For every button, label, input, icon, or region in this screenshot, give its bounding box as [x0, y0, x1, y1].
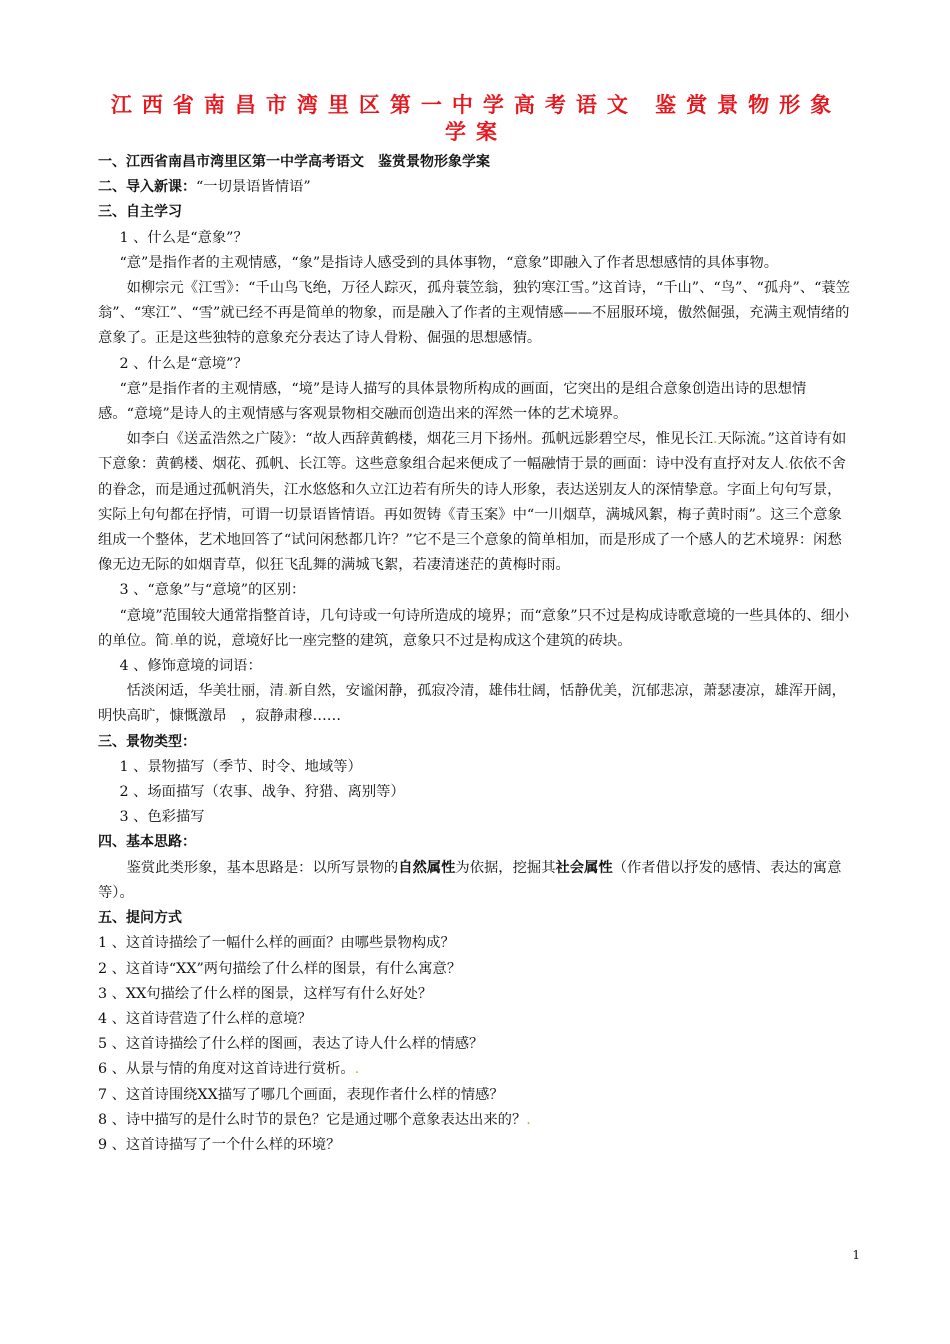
scenery-types-heading: 三、景物类型： — [98, 733, 196, 750]
stray-mark: . — [169, 632, 175, 649]
question-form-4: 4 、这首诗营造了什么样的意境？ — [98, 1010, 312, 1027]
question-form-7: 7 、这首诗围绕XX描写了哪几个画面，表现作者什么样的情感？ — [98, 1086, 504, 1103]
section-3-heading: 三、自主学习 — [98, 204, 182, 221]
approach-text-c: 为依据，挖掘其 — [455, 859, 556, 876]
question-3-text — [98, 604, 854, 654]
question-form-1: 1 、这首诗描绘了一幅什么样的画面？由哪些景物构成？ — [98, 935, 455, 952]
question-form-5: 5 、这首诗描绘了什么样的图画，表达了诗人什么样的情感？ — [98, 1036, 484, 1053]
page-title: 江西省南昌市湾里区第一中学高考语文 鉴赏景物形象学案 — [110, 93, 842, 144]
question-1-heading: 1 、什么是“意象”？ — [119, 229, 248, 246]
question-2-heading: 2 、什么是“意境”？ — [119, 355, 248, 372]
section-2-heading: 二、导入新课： — [98, 179, 196, 196]
approach-social-attr: 社会属性 — [555, 859, 613, 876]
scenery-type-3: 3 、色彩描写 — [119, 809, 205, 826]
question-form-2: 2 、这首诗“XX”两句描绘了什么样的图景，有什么寓意？ — [98, 960, 462, 977]
question-form-6 — [98, 1057, 854, 1082]
question-1-example: 如柳宗元《江雪》：“千山鸟飞绝，万径人踪灭，孤舟蓑笠翁，独钓寒江雪。”这首诗，“千山”、“鸟”、“孤舟”、“蓑笠翁”、“寒江”、“雪”就已经不再是简单的物象，而是融入了作者的主观情感——不屈服环境，傲然倔强，充满主观情绪的意象了。正是这些独特的意象充分表达了诗人骨粉、倔强的思想感情。 — [98, 280, 851, 347]
question-4-words-part-a: 恬淡闲适，华美壮丽，清 — [126, 683, 284, 700]
question-4-heading: 4 、修饰意境的词语： — [119, 658, 262, 675]
question-form-3: 3 、XX句描绘了什么样的图景，这样写有什么好处？ — [98, 985, 433, 1002]
approach-natural-attr: 自然属性 — [398, 859, 456, 876]
question-4-words — [98, 679, 854, 729]
question-forms-heading: 五、提问方式 — [98, 910, 182, 927]
section-1-heading: 一、江西省南昌市湾里区第一中学高考语文 鉴赏景物形象学案 — [98, 154, 490, 170]
stray-mark: . — [526, 1111, 531, 1128]
stray-mark: . — [784, 456, 789, 473]
question-3-text-part-b: 单的说，意境好比一座完整的建筑，意象只不过是构成这个建筑的砖块。 — [174, 632, 632, 649]
section-2-text: “一切景语皆情语” — [196, 179, 311, 196]
question-2-example-part-a: 如李白《送孟浩然之广陵》：“故人西辞黄鹤楼，烟花三月下扬州。孤帆远影碧空尽，惟见长江 — [126, 431, 713, 448]
question-form-6-text: 6 、从景与情的角度对这首诗进行赏析。 — [98, 1061, 355, 1078]
question-4-words-part-b: 新自然，安谧闲静，孤寂冷清，雄伟壮阔，恬静优美，沉郁悲凉，萧瑟凄凉，雄浑开阔，明快高旷，慷慨激昂 ，寂静肃穆…… — [98, 683, 846, 725]
question-form-8 — [98, 1108, 854, 1133]
scenery-type-2: 2 、场面描写（农事、战争、狩猎、离别等） — [119, 784, 405, 801]
question-2-definition: “意”是指作者的主观情感，“境”是诗人描写的具体景物所构成的画面，它突出的是组合意象创造出诗的思想情感。“意境”是诗人的主观情感与客观景物相交融而创造出来的浑然一体的艺术境界。 — [98, 380, 807, 423]
scenery-type-1: 1 、景物描写（季节、时令、地域等） — [119, 758, 362, 775]
approach-text-e: （作者借以抒发的感情、表达的寓意等）。 — [98, 859, 842, 901]
question-1-definition: “意”是指作者的主观情感，“象”是指诗人感受到的具体事物，“意象”即融入了作者思想感情的具体事物。 — [119, 254, 779, 271]
question-3-heading: 3 、“意象”与“意境”的区别： — [119, 582, 306, 599]
basic-approach-heading: 四、基本思路： — [98, 834, 196, 851]
basic-approach-text — [98, 856, 854, 906]
section-2-line — [98, 175, 854, 200]
question-2-example-part-b: 天际流。”这首诗有如下意象：黄鹤楼、烟花、孤帆、长江等。这些意象组合起来便成了一幅融情于景的画面：诗中没有直抒对友人 — [98, 431, 847, 473]
stray-mark: . — [354, 1061, 360, 1078]
question-3-text-part-a: “意境”范围较大通常指整首诗，几句诗或一句诗所造成的境界；而“意象”只不过是构成诗歌意境的一些具体的、细小的单位。简 — [98, 607, 850, 649]
question-2-example-part-c: 依依不舍的眷念，而是通过孤帆消失，江水悠悠和久立江边若有所失的诗人形象，表达送别友人的深情挚意。字面上句句写景，实际上句句都在抒情，可谓一切景语皆情语。再如贺铸《青玉案》中“一川烟草，满城风絮，梅子黄时雨”。这三个意象组成一个整体，艺术地回答了“试问闲愁都几许？”它不是三个意象的简单相加，而是形成了一个感人的艺术境界：闲愁像无边无际的如烟青草，似狂飞乱舞的满城飞絮，若凄清迷茫的黄梅时雨。 — [98, 456, 846, 574]
approach-text-a: 鉴赏此类形象，基本思路是：以所写景物的 — [126, 859, 399, 876]
question-form-8-text: 8 、诗中描写的是什么时节的景色？它是通过哪个意象表达出来的？ — [98, 1111, 527, 1128]
question-2-example — [98, 427, 854, 578]
stray-mark: . — [712, 431, 718, 448]
question-form-9: 9 、这首诗描写了一个什么样的环境？ — [98, 1136, 341, 1153]
stray-mark: . — [283, 683, 289, 700]
page-number: 1 — [852, 1248, 860, 1262]
